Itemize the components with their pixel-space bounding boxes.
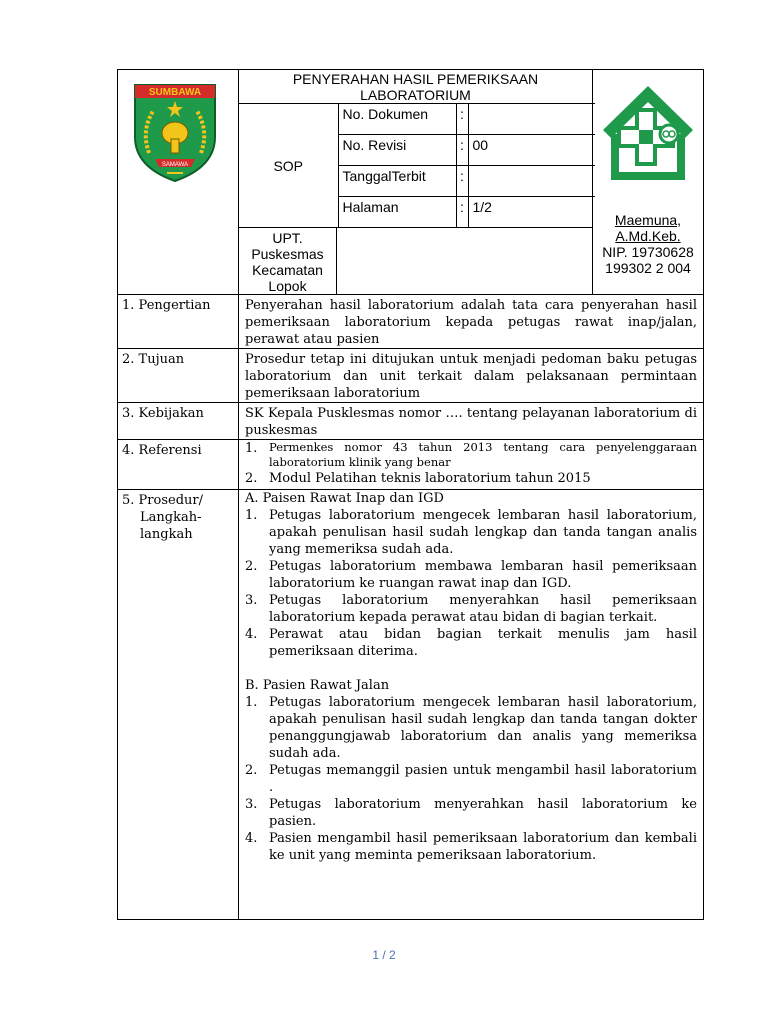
- meta-value-halaman: 1/2: [468, 197, 595, 228]
- org-line-2: Puskesmas: [251, 246, 324, 262]
- prosedur-label-1: 5. Prosedur/: [122, 493, 203, 508]
- meta-sep: :: [456, 197, 468, 228]
- meta-sep: :: [456, 104, 468, 135]
- group-b-item-4: Pasien mengambil hasil pemeriksaan laboratorium dan kembali ke unit yang meminta pemeriksaan laboratorium.: [269, 831, 697, 863]
- title-and-meta: [239, 70, 593, 228]
- prosedur-label: [118, 490, 239, 920]
- list-item: 2. Petugas memanggil pasien untuk mengambil hasil laboratorium .: [245, 763, 697, 795]
- meta-sep: :: [456, 166, 468, 197]
- pengertian-label-text: 1. Pengertian: [122, 298, 211, 313]
- meta-value-dokumen: [468, 104, 595, 135]
- list-item: 3. Petugas laboratorium menyerahkan hasil laboratorium ke pasien.: [245, 797, 697, 829]
- group-a-title: A. Paisen Rawat Inap dan IGD: [245, 491, 444, 506]
- kebijakan-content: [239, 403, 704, 440]
- pengertian-text: Penyerahan hasil laboratorium adalah tata cara penyerahan hasil pemeriksaan laboratorium kepada petugas rawat inap/jalan, perawat atau pasien: [245, 298, 697, 347]
- sumbawa-logo: [133, 79, 217, 183]
- org-cell: [239, 228, 337, 295]
- sop-table: [117, 69, 704, 920]
- kebijakan-label-text: 3. Kebijakan: [122, 406, 204, 421]
- kebijakan-label: [118, 403, 239, 440]
- prosedur-label-3: langkah: [140, 527, 193, 542]
- signer-nip-2: 199302 2 004: [605, 260, 691, 276]
- signer-block: [593, 212, 703, 276]
- list-item: 2. Petugas laboratorium membawa lembaran hasil pemeriksaan laboratorium ke ruangan rawat inap dan IGD.: [245, 559, 697, 591]
- tujuan-content: [239, 349, 704, 403]
- kebijakan-text: SK Kepala Pusklesmas nomor …. tentang pelayanan laboratorium di puskesmas: [245, 406, 697, 438]
- document-title: PENYERAHAN HASIL PEMERIKSAAN LABORATORIUM: [292, 71, 539, 103]
- meta-label-revisi: No. Revisi: [338, 135, 456, 166]
- org-line-1: UPT.: [272, 230, 303, 246]
- referensi-label-text: 4. Referensi: [122, 443, 202, 458]
- meta-label-halaman: Halaman: [338, 197, 456, 228]
- prosedur-content: [239, 490, 704, 920]
- group-b-item-1: Petugas laboratorium mengecek lembaran hasil laboratorium, apakah penulisan hasil sudah lengkap dan tanda tangan dokter penanggungjawab laboratorium dan analis yang memeriksa sudah ada.: [269, 695, 697, 761]
- referensi-label: [118, 440, 239, 490]
- signer-title: A.Md.Keb.: [615, 228, 681, 244]
- meta-value-tanggal: [468, 166, 595, 197]
- meta-value-revisi: 00: [468, 135, 595, 166]
- meta-sep: :: [456, 135, 468, 166]
- group-a-item-4: Perawat atau bidan bagian terkait menulis jam hasil pemeriksaan diterima.: [269, 627, 697, 659]
- prosedur-label-2: Langkah-: [140, 510, 202, 525]
- list-item: 4. Perawat atau bidan bagian terkait menulis jam hasil pemeriksaan diterima.: [245, 627, 697, 659]
- org-line-3: Kecamatan: [252, 262, 323, 278]
- referensi-item-1: Permenkes nomor 43 tahun 2013 tentang cara penyelenggaraan laboratorium klinik yang benar: [269, 440, 697, 469]
- list-item: 1. Permenkes nomor 43 tahun 2013 tentang cara penyelenggaraan laboratorium klinik yang benar: [245, 440, 697, 469]
- logo-left-text: SUMBAWA: [148, 87, 202, 98]
- meta-label-tanggal: TanggalTerbit: [338, 166, 456, 197]
- pengertian-label: [118, 295, 239, 349]
- org-line-4: Lopok: [268, 278, 307, 294]
- referensi-item-2: Modul Pelatihan teknis laboratorium tahun 2015: [269, 471, 591, 486]
- logo-left-ribbon: SAMAWA: [161, 162, 189, 168]
- referensi-content: [239, 440, 704, 490]
- list-item: 3. Petugas laboratorium menyerahkan hasil pemeriksaan laboratorium kepada perawat atau bidan di bagian terkait.: [245, 593, 697, 625]
- page-number: 1 / 2: [372, 948, 396, 962]
- group-a-item-3: Petugas laboratorium menyerahkan hasil pemeriksaan laboratorium kepada perawat atau bidan di bagian terkait.: [269, 593, 697, 625]
- group-b-item-3: Petugas laboratorium menyerahkan hasil laboratorium ke pasien.: [269, 797, 697, 829]
- group-a-item-1: Petugas laboratorium mengecek lembaran hasil laboratorium, apakah penulisan hasil sudah lengkap dan tanda tangan analis yang memeriksa sudah ada.: [269, 508, 697, 557]
- signer-nip-1: NIP. 19730628: [602, 244, 694, 260]
- tujuan-text: Prosedur tetap ini ditujukan untuk menjadi pedoman baku petugas laboratorium dan unit terkait dalam pelaksanaan permintaan pemeriksaan laboratorium: [245, 352, 697, 401]
- meta-label-dokumen: No. Dokumen: [338, 104, 456, 135]
- list-item: 2. Modul Pelatihan teknis laboratorium tahun 2015: [241, 470, 697, 487]
- tujuan-label-text: 2. Tujuan: [122, 352, 185, 367]
- group-b-title: B. Pasien Rawat Jalan: [245, 678, 390, 693]
- puskesmas-logo: [601, 84, 695, 184]
- list-item: 1. Petugas laboratorium mengecek lembaran hasil laboratorium, apakah penulisan hasil sudah lengkap dan tanda tangan analis yang memeriksa sudah ada.: [245, 508, 697, 557]
- tujuan-label: [118, 349, 239, 403]
- list-item: 4. Pasien mengambil hasil pemeriksaan laboratorium dan kembali ke unit yang meminta pemeriksaan laboratorium.: [245, 831, 697, 863]
- pengertian-content: [239, 295, 704, 349]
- sop-label: SOP: [239, 104, 338, 228]
- logo-left-cell: [118, 70, 239, 295]
- group-a-item-2: Petugas laboratorium membawa lembaran hasil pemeriksaan laboratorium ke ruangan rawat inap dan IGD.: [269, 559, 697, 591]
- signer-name: Maemuna,: [614, 212, 682, 228]
- list-item: 1. Petugas laboratorium mengecek lembaran hasil laboratorium, apakah penulisan hasil sudah lengkap dan tanda tangan dokter penanggungjawab laboratorium dan analis yang memeriksa sudah ada.: [245, 695, 697, 761]
- group-b-item-2: Petugas memanggil pasien untuk mengambil hasil laboratorium .: [269, 763, 697, 795]
